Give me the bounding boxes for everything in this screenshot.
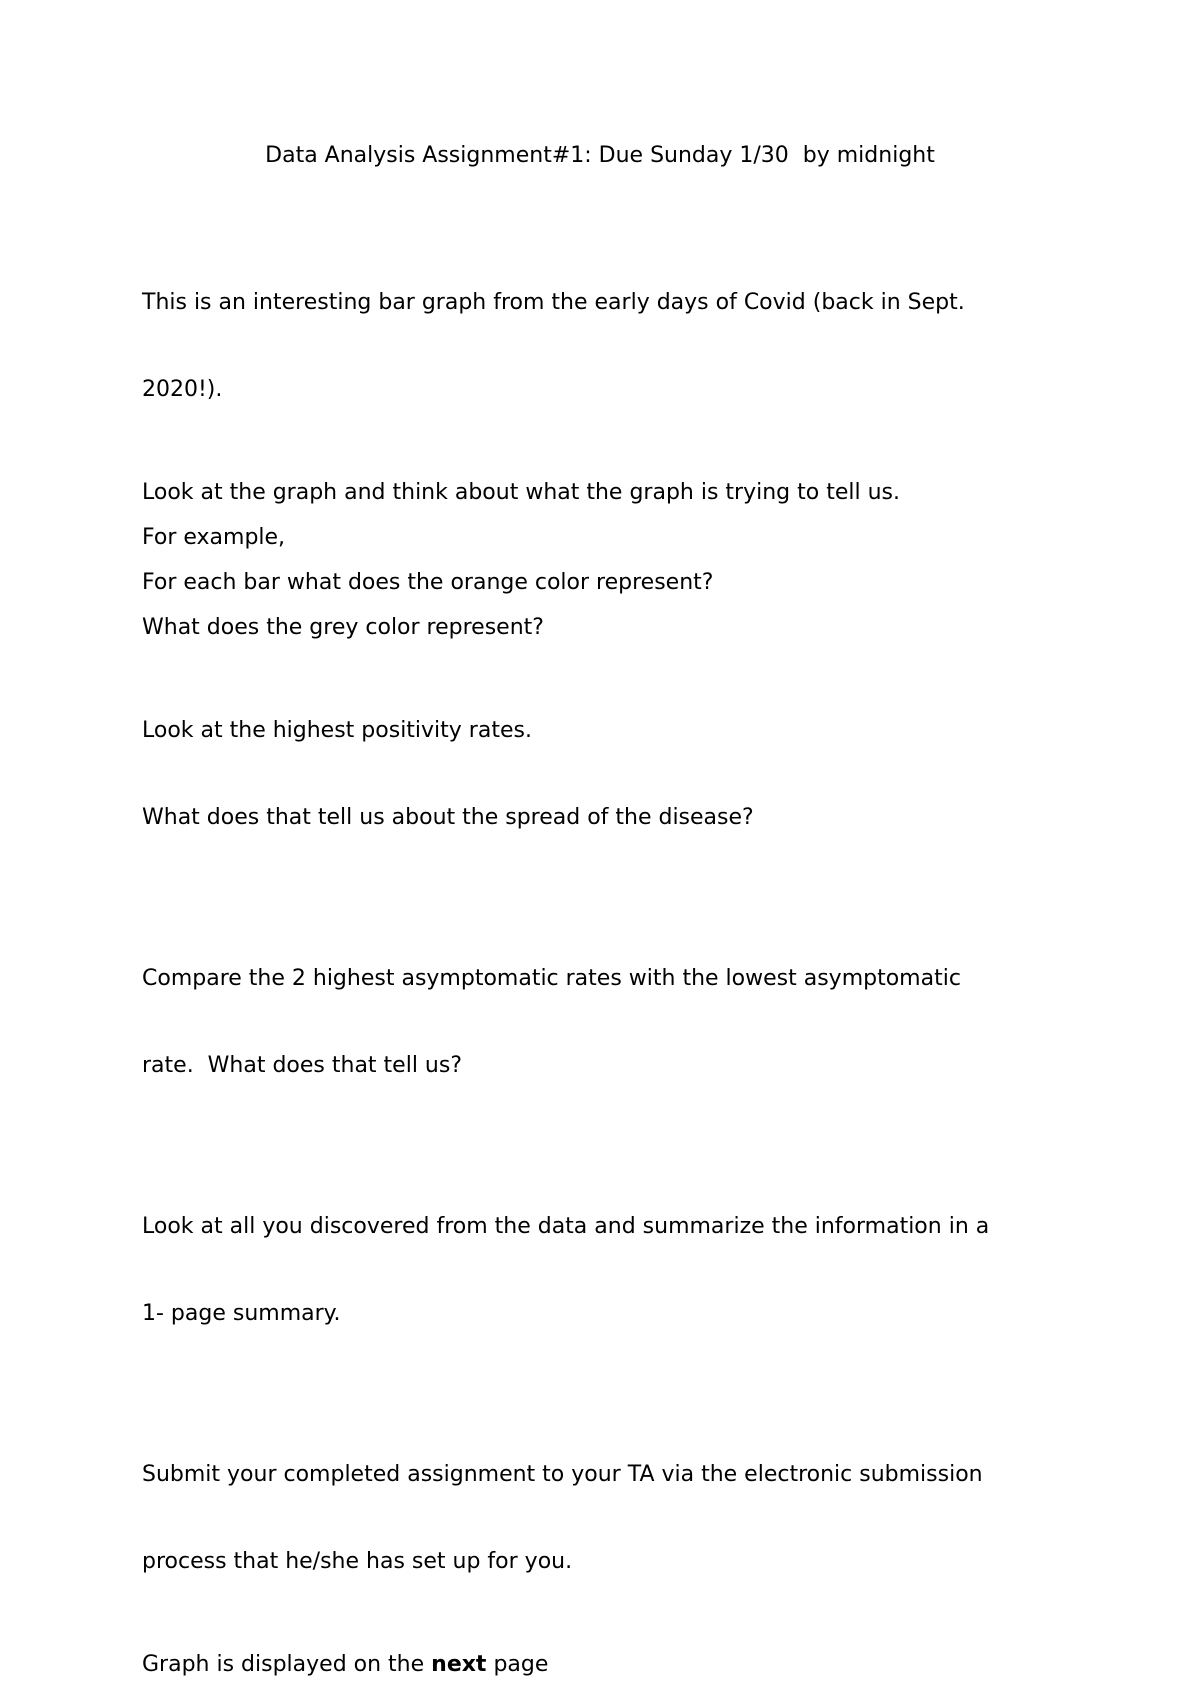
compare-paragraph: [142, 906, 1072, 1138]
graph-note-paragraph: [142, 1650, 1072, 1679]
for-example-paragraph: For example,: [142, 525, 286, 550]
positivity-paragraph: [142, 658, 1072, 890]
summary-line-2: 1- page summary.: [142, 1301, 341, 1326]
compare-line-2: rate. What does that tell us?: [142, 1053, 463, 1078]
summary-line-1: Look at all you discovered from the data and summarize the information in a: [142, 1214, 990, 1239]
submit-line-1: Submit your completed assignment to your TA via the electronic submission: [142, 1462, 983, 1487]
intro-paragraph: [142, 230, 1072, 462]
intro-line-1: This is an interesting bar graph from the early days of Covid (back in Sept.: [142, 290, 965, 315]
orange-question: For each bar what does the orange color represent?: [142, 570, 714, 595]
graph-note-before: Graph is displayed on the: [142, 1652, 432, 1677]
grey-question: What does the grey color represent?: [142, 615, 544, 640]
submit-paragraph: [142, 1402, 1072, 1634]
compare-line-1: Compare the 2 highest asymptomatic rates with the lowest asymptomatic: [142, 966, 961, 991]
look-graph-paragraph: Look at the graph and think about what the graph is trying to tell us.: [142, 480, 900, 505]
positivity-line-1: Look at the highest positivity rates.: [142, 718, 532, 743]
positivity-line-2: What does that tell us about the spread of the disease?: [142, 805, 754, 830]
page-title: Data Analysis Assignment#1: Due Sunday 1/30 by midnight: [265, 143, 935, 168]
graph-note-after: page: [486, 1652, 549, 1677]
assignment-body: [142, 230, 1072, 1695]
summary-paragraph: [142, 1154, 1072, 1386]
graph-note-bold: next: [431, 1652, 487, 1677]
intro-line-2: 2020!).: [142, 377, 223, 402]
submit-line-2: process that he/she has set up for you.: [142, 1549, 573, 1574]
